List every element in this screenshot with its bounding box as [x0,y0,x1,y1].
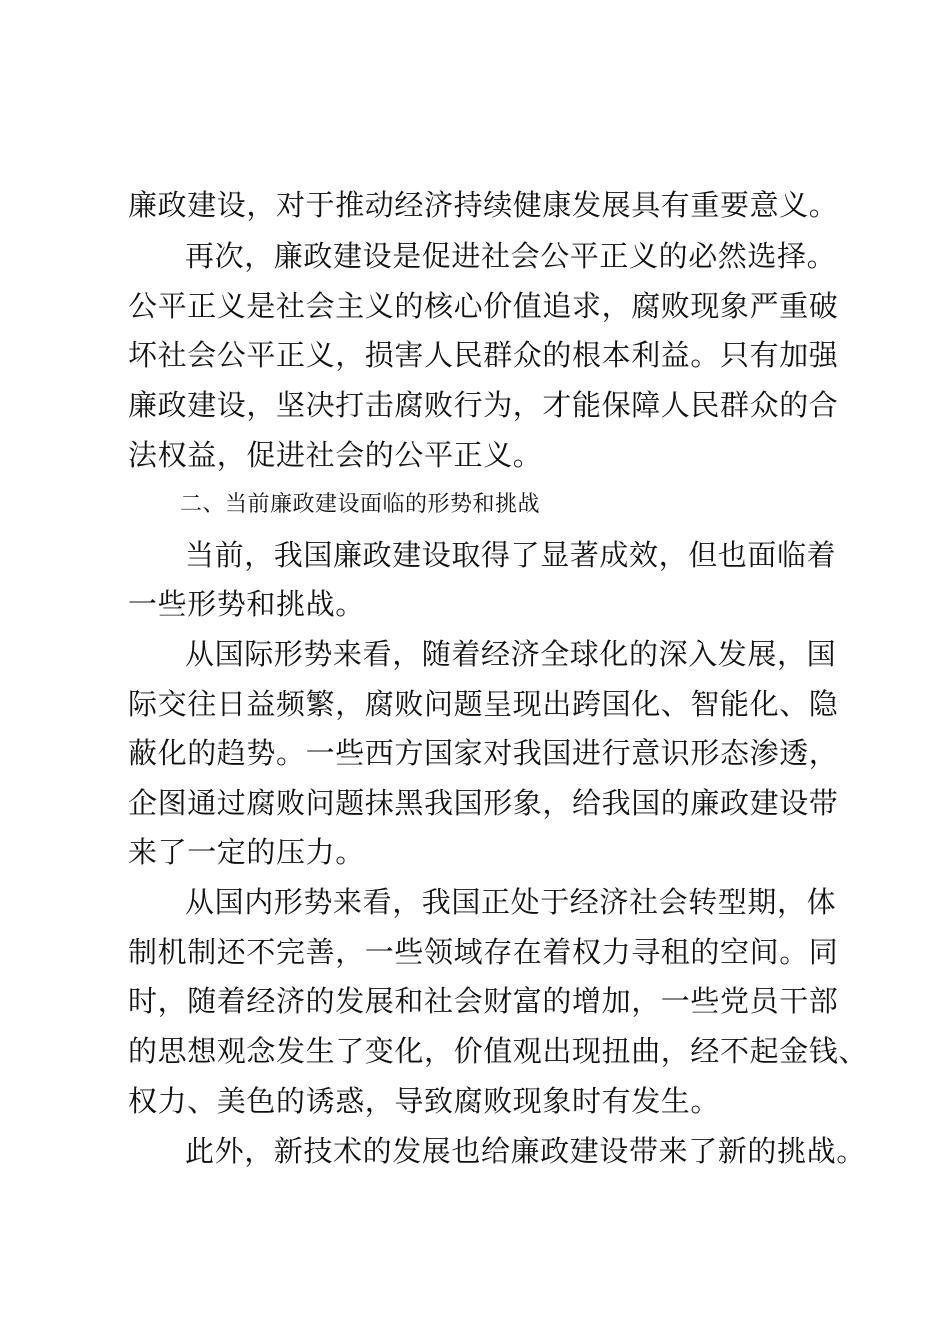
text-line: 法权益，促进社会的公平正义。 [128,438,543,472]
text-line: 公平正义是社会主义的核心价值追求，腐败现象严重破 [128,289,839,323]
text-line: 来了一定的压力。 [128,835,365,869]
text-line: 际交往日益频繁，腐败问题呈现出跨国化、智能化、隐 [128,687,839,721]
text-line: 制机制还不完善，一些领域存在着权力寻租的空间。同 [128,935,839,969]
paragraph-first-line: 当前，我国廉政建设取得了显著成效，但也面临着 [185,538,837,572]
text-line: 廉政建设，对于推动经济持续健康发展具有重要意义。 [128,188,839,222]
text-line: 的思想观念发生了变化，价值观出现扭曲，经不起金钱、 [128,1034,869,1068]
paragraph-first-line: 从国际形势来看，随着经济全球化的深入发展，国 [185,637,837,671]
paragraph-first-line: 从国内形势来看，我国正处于经济社会转型期，体 [185,885,837,919]
section-heading: 二、当前廉政建设面临的形势和挑战 [180,492,541,517]
text-line: 蔽化的趋势。一些西方国家对我国进行意识形态渗透， [128,736,839,770]
text-line: 企图通过腐败问题抹黑我国形象，给我国的廉政建设带 [128,786,839,820]
text-line: 时，随着经济的发展和社会财富的增加，一些党员干部 [128,984,839,1018]
text-line: 权力、美色的诱惑，导致腐败现象时有发生。 [128,1084,721,1118]
text-line: 坏社会公平正义，损害人民群众的根本利益。只有加强 [128,338,839,372]
text-line: 廉政建设，坚决打击腐败行为，才能保障人民群众的合 [128,388,839,422]
paragraph-first-line: 此外，新技术的发展也给廉政建设带来了新的挑战。 [185,1134,866,1168]
paragraph-first-line: 再次，廉政建设是促进社会公平正义的必然选择。 [185,239,837,273]
text-line: 一些形势和挑战。 [128,587,365,621]
